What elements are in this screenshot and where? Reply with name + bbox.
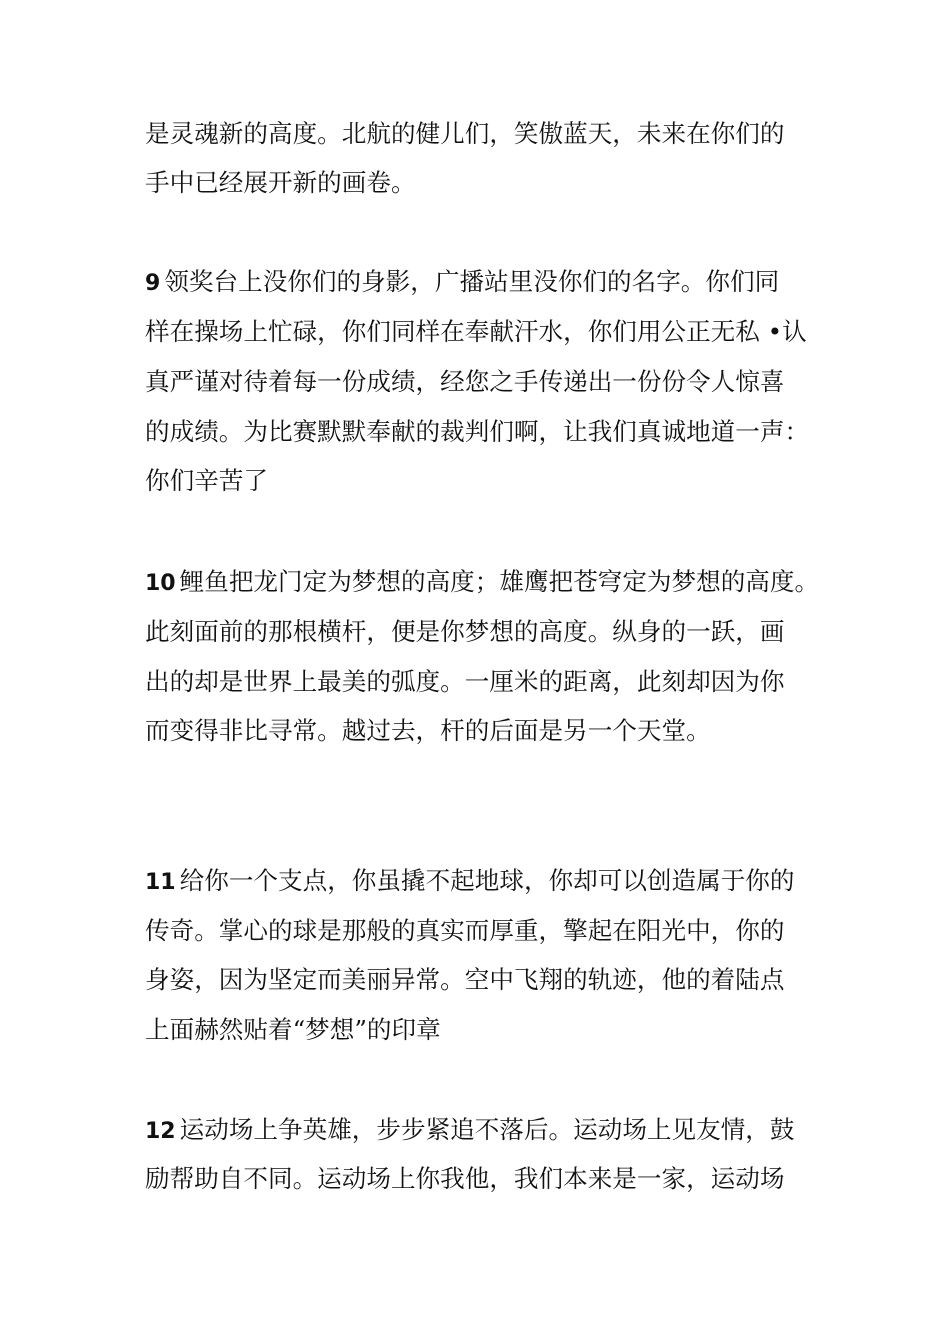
- text-line: 身姿，因为坚定而美丽异常。空中飞翔的轨迹，他的着陆点: [145, 965, 785, 994]
- paragraph-number: 11: [145, 870, 176, 895]
- text-line: 11 给你一个支点，你虽撬不起地球，你却可以创造属于你的: [145, 866, 795, 895]
- text-line: 出的却是世界上最美的弧度。一厘米的距离，此刻却因为你: [145, 667, 785, 696]
- text-line: 真严谨对待着每一份成绩，经您之手传递出一份份令人惊喜: [145, 367, 785, 396]
- paragraph-number: 12: [145, 1119, 176, 1144]
- text-line: 是灵魂新的高度。北航的健儿们，笑傲蓝天，未来在你们的: [145, 119, 785, 148]
- text-line: 的成绩。为比赛默默奉献的裁判们啊，让我们真诚地道一声：: [145, 417, 810, 446]
- text-line: 样在操场上忙碌，你们同样在奉献汗水，你们用公正无私 •认: [145, 317, 807, 346]
- paragraph-number: 10: [145, 571, 176, 596]
- paragraph-number: 9: [145, 271, 161, 296]
- text-line: 此刻面前的那根横杆，便是你梦想的高度。纵身的一跃，画: [145, 617, 785, 646]
- text-line: 你们辛苦了: [145, 466, 268, 495]
- text-line: 手中已经展开新的画卷。: [145, 168, 416, 197]
- text-line: 而变得非比寻常。越过去，杆的后面是另一个天堂。: [145, 716, 711, 745]
- text-line: 励帮助自不同。运动场上你我他，我们本来是一家，运动场: [145, 1164, 785, 1193]
- text-line: 上面赫然贴着“梦想”的印章: [145, 1015, 441, 1044]
- text-line: 9 领奖台上没你们的身影，广播站里没你们的名字。你们同: [145, 267, 780, 296]
- text-line: 12 运动场上争英雄，步步紧追不落后。运动场上见友情，鼓: [145, 1115, 795, 1144]
- text-line: 传奇。掌心的球是那般的真实而厚重，擎起在阳光中，你的: [145, 916, 785, 945]
- text-line: 10 鲤鱼把龙门定为梦想的高度；雄鹰把苍穹定为梦想的高度。: [145, 567, 820, 596]
